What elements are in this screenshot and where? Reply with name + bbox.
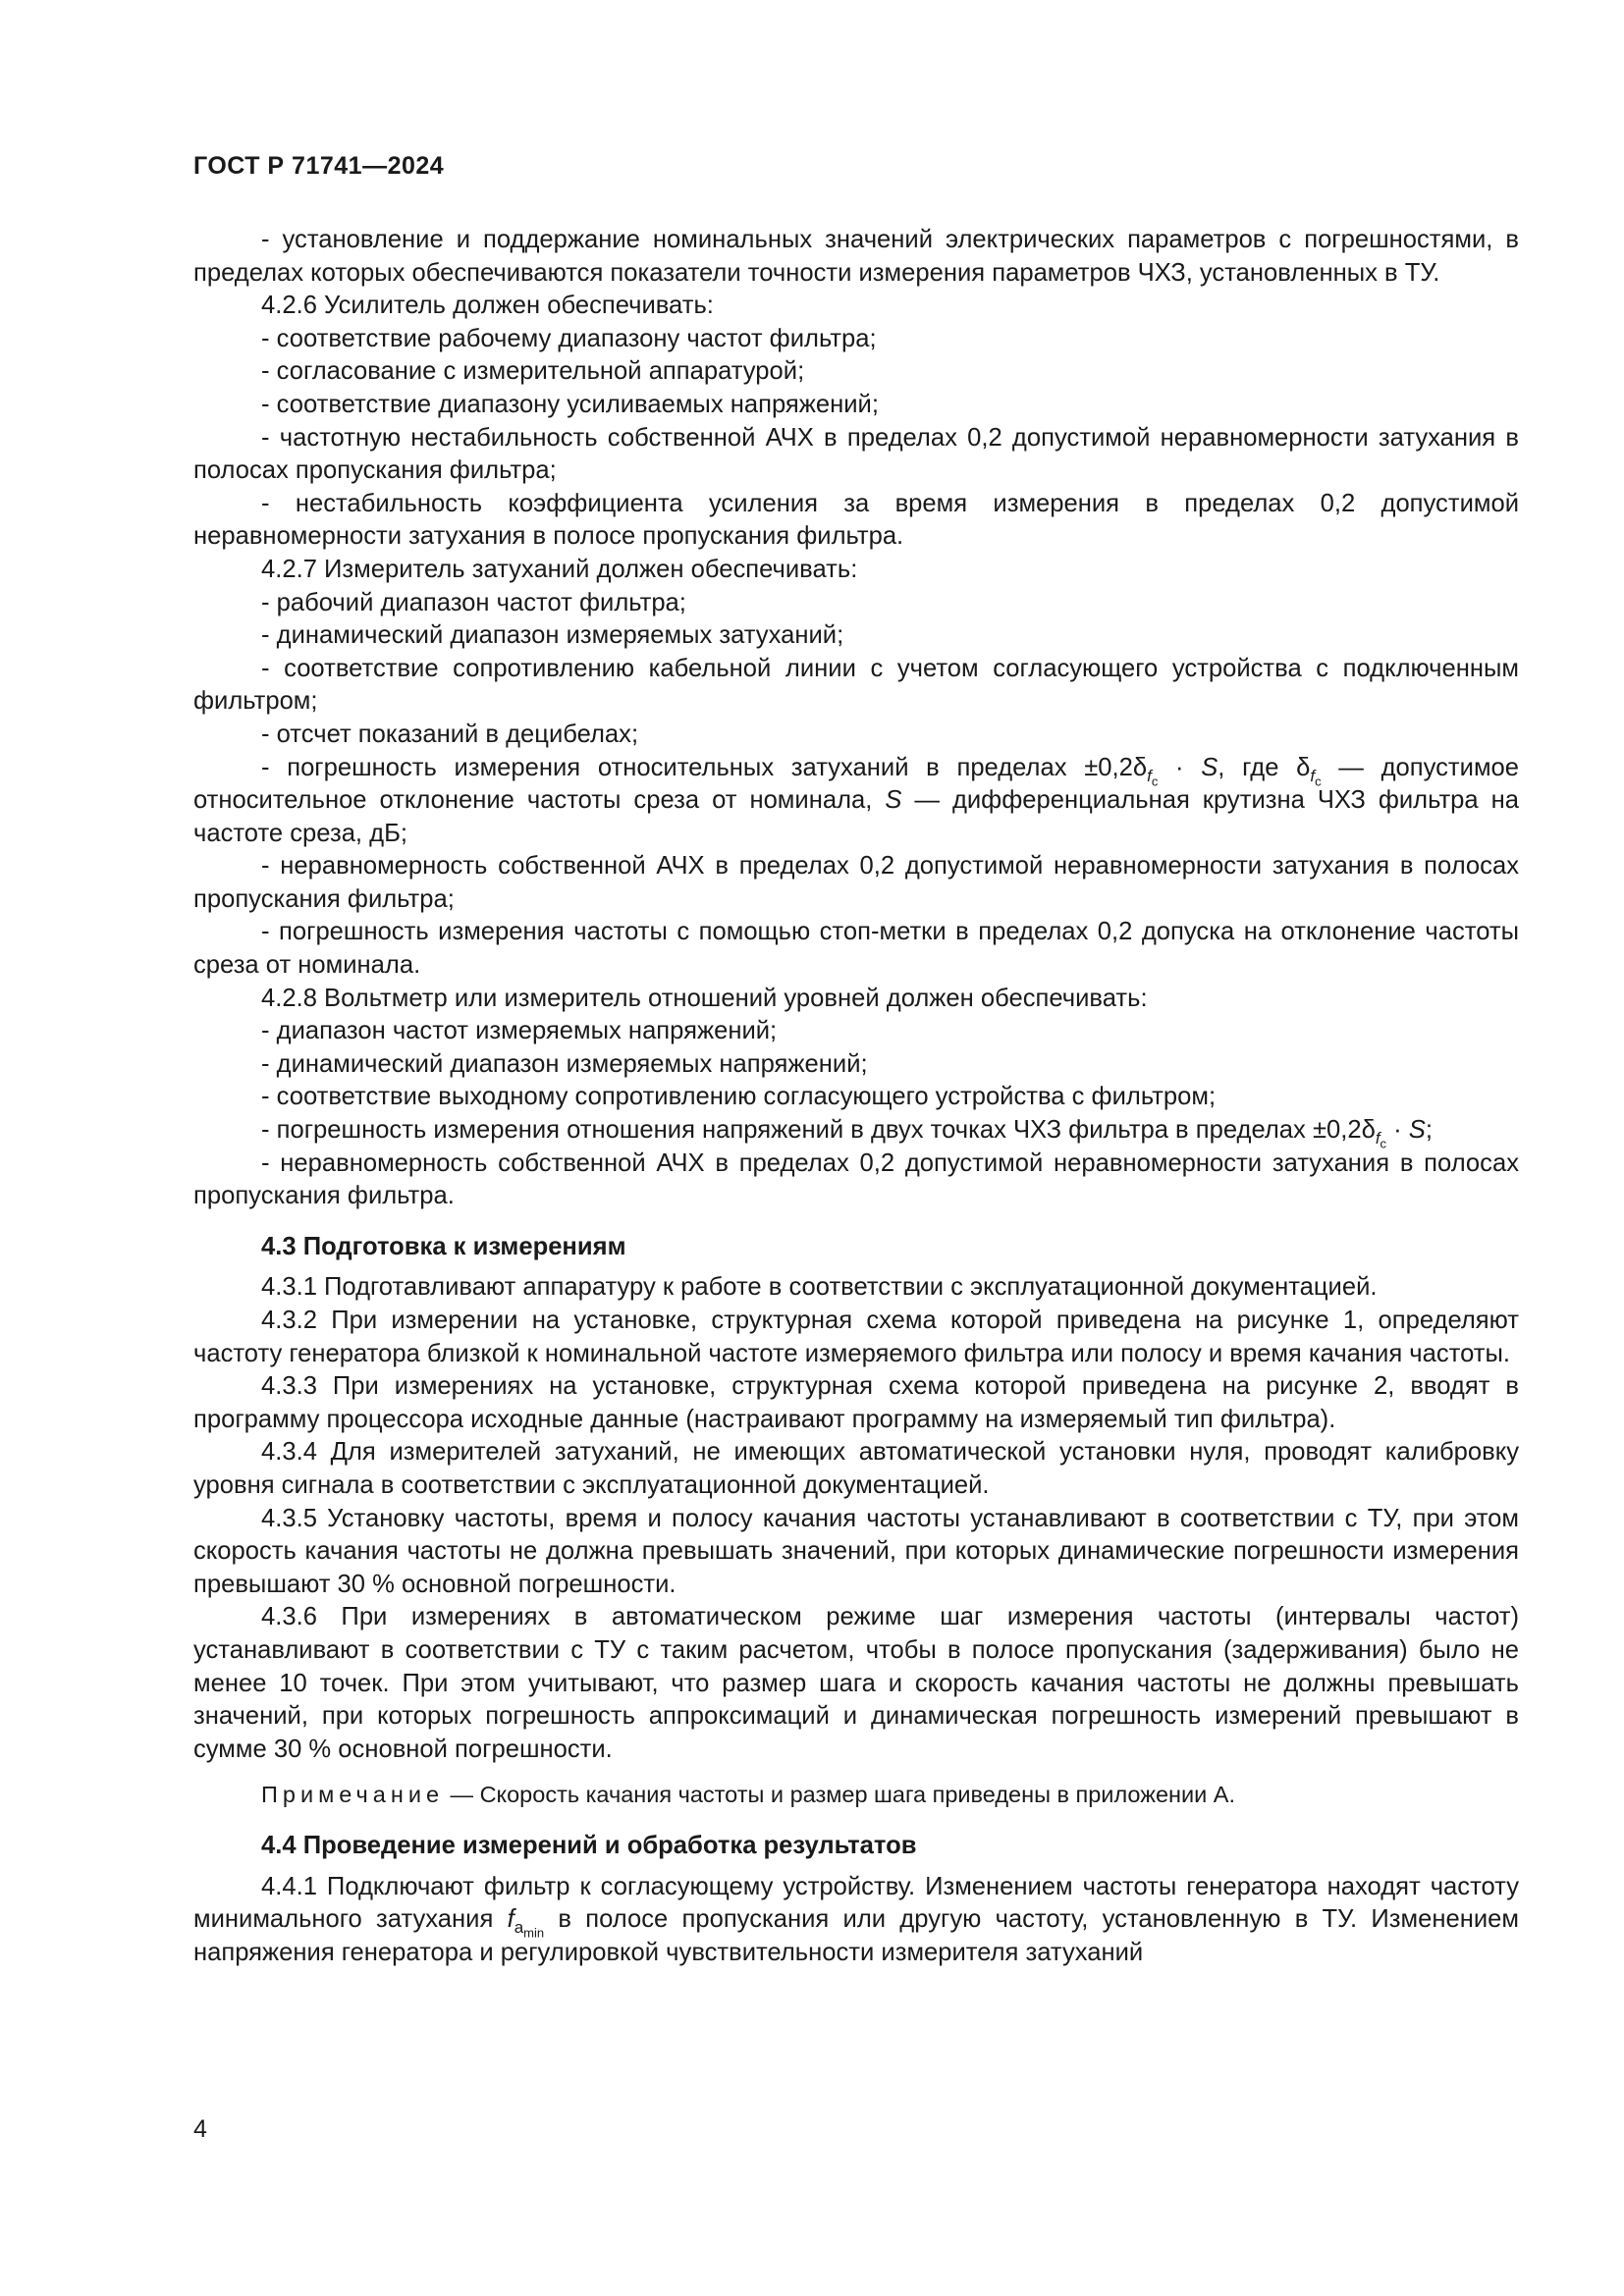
formula: $\delta_{f_c}$	[1296, 753, 1322, 788]
clause-4-3-1: 4.3.1 Подготавливают аппаратуру к работе в соответствии с эксплуатационной документацией.	[261, 1273, 1378, 1302]
document-body	[193, 224, 1519, 1969]
note	[193, 1779, 1519, 1812]
list-item: - неравномерность собственной АЧХ в пределах 0,2 допустимой неравномерности затухания в полосах пропускания фильтра.	[193, 1148, 1519, 1210]
section-heading-4-4: 4.4 Проведение измерений и обработка результатов	[261, 1831, 917, 1859]
formula: $f_{a_{min}}$	[507, 1905, 545, 1941]
list-item: - динамический диапазон измеряемых затуханий;	[261, 621, 844, 650]
list-item: - рабочий диапазон частот фильтра;	[261, 588, 686, 616]
list-item: - нестабильность коэффициента усиления за время измерения в пределах 0,2 допустимой неравномерности затухания в полосе пропускания фильтра.	[193, 489, 1519, 551]
list-item: - соответствие рабочему диапазону частот фильтра;	[261, 324, 877, 352]
list-item: - отсчет показаний в децибелах;	[261, 720, 639, 748]
clause-4-2-8: 4.2.8 Вольтметр или измеритель отношений уровней должен обеспечивать:	[261, 984, 1148, 1012]
paragraph: - установление и поддержание номинальных значений электрических параметров с погрешностями, в пределах которых обеспечиваются показатели точности измерения параметров ЧХЗ, установленных в ТУ.	[193, 226, 1519, 287]
list-item: - динамический диапазон измеряемых напряжений;	[261, 1049, 868, 1078]
list-item: - частотную нестабильность собственной АЧХ в пределах 0,2 допустимой неравномерности затухания в полосах пропускания фильтра;	[193, 423, 1519, 485]
list-item: - согласование с измерительной аппаратурой;	[261, 357, 805, 386]
list-item-error-formula: - погрешность измерения относительных затуханий в пределах $\pm 0,2\delta_{f_c} \cdot S$, где $\delta_{f_c}$ — допустимое относительное отклонение частоты среза от номинала, S — дифференциальная крутизна ЧХЗ фильтра на частоте среза, дБ;	[193, 753, 1520, 847]
clause-4-2-6: 4.2.6 Усилитель должен обеспечивать:	[261, 292, 714, 320]
section-heading-4-3: 4.3 Подготовка к измерениям	[261, 1232, 626, 1260]
note-label: Примечание	[261, 1782, 445, 1808]
list-item: - соответствие сопротивлению кабельной линии с учетом согласующего устройства с подключенным фильтром;	[193, 654, 1519, 716]
document-code-header: ГОСТ Р 71741—2024	[193, 152, 445, 180]
clause-4-3-3: 4.3.3 При измерениях на установке, структурная схема которой приведена на рисунке 2, вводят в программу процессора исходные данные (настраивают программу на измеряемый тип фильтра).	[193, 1372, 1519, 1433]
list-item: - диапазон частот измеряемых напряжений;	[261, 1017, 778, 1045]
note-text: — Скорость качания частоты и размер шага приведены в приложении А.	[444, 1782, 1235, 1808]
clause-4-4-1: 4.4.1 Подключают фильтр к согласующему устройству. Изменением частоты генератора находят частоту минимального затухания $f_{a_{min}}$ в полосе пропускания или другую частоту, установленную в ТУ. Изменением напряжения генератора и регулировкой чувствительности измерителя затуханий	[193, 1872, 1519, 1966]
clause-4-3-5: 4.3.5 Установку частоты, время и полосу качания частоты устанавливают в соответствии с ТУ, при этом скорость качания частоты не должна превышать значений, при которых динамические погрешности измерения превышают 30 % основной погрешности.	[193, 1504, 1519, 1598]
clause-4-3-6: 4.3.6 При измерениях в автоматическом режиме шаг измерения частоты (интервалы частот) устанавливают в соответствии с ТУ с таким расчетом, чтобы в полосе пропускания (задерживания) было не менее 10 точек. При этом учитывают, что размер шага и скорость качания частоты не должны превышать значений, при которых погрешность аппроксимаций и динамическая погрешность измерений превышают в сумме 30 % основной погрешности.	[193, 1603, 1519, 1763]
list-item: - неравномерность собственной АЧХ в пределах 0,2 допустимой неравномерности затухания в полосах пропускания фильтра;	[193, 852, 1519, 913]
page-number: 4	[193, 2115, 207, 2143]
list-item-voltmeter-formula: - погрешность измерения отношения напряжений в двух точках ЧХЗ фильтра в пределах $\pm 0,2\delta_{f_c} \cdot S$;	[261, 1116, 1433, 1151]
clause-4-3-4: 4.3.4 Для измерителей затуханий, не имеющих автоматической установки нуля, проводят калибровку уровня сигнала в соответствии с эксплуатационной документацией.	[193, 1438, 1519, 1499]
formula: $\pm 0,2\delta_{f_c} \cdot S$	[1312, 1116, 1426, 1151]
clause-4-2-7: 4.2.7 Измеритель затуханий должен обеспечивать:	[261, 555, 858, 583]
list-item: - погрешность измерения частоты с помощью стоп-метки в пределах 0,2 допуска на отклонение частоты среза от номинала.	[193, 918, 1519, 980]
formula: $\pm 0,2\delta_{f_c} \cdot S$	[1084, 753, 1218, 788]
list-item: - соответствие выходному сопротивлению согласующего устройства с фильтром;	[261, 1083, 1217, 1111]
list-item: - соответствие диапазону усиливаемых напряжений;	[261, 390, 879, 418]
clause-4-3-2: 4.3.2 При измерении на установке, структурная схема которой приведена на рисунке 1, определяют частоту генератора близкой к номинальной частоте измеряемого фильтра или полосу и время качания частоты.	[193, 1307, 1519, 1367]
